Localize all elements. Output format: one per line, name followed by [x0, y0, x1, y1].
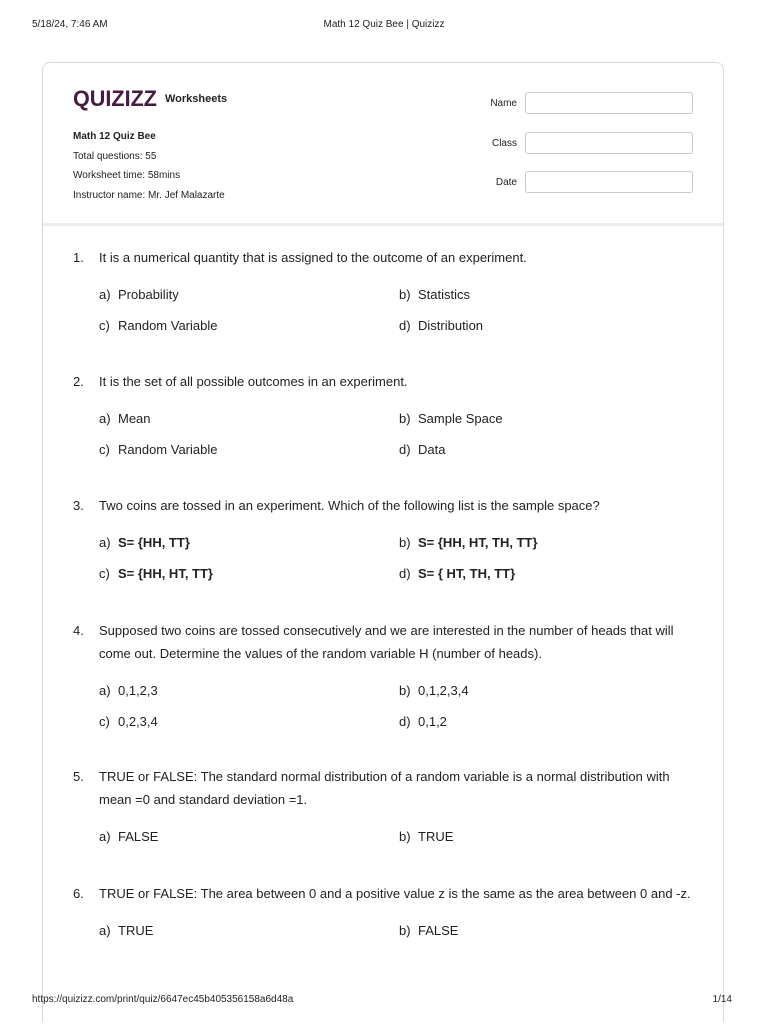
- question-2: [73, 370, 693, 461]
- print-url: https://quizizz.com/print/quiz/6647ec45b405356158a6d48a: [32, 994, 294, 1005]
- option-b[interactable]: b) FALSE: [399, 923, 459, 938]
- question-6: [73, 882, 693, 942]
- question-text: It is a numerical quantity that is assigned to the outcome of an experiment.: [99, 250, 527, 265]
- question-number: 2.: [73, 374, 84, 389]
- question-text: TRUE or FALSE: The standard normal distribution of a random variable is a normal distribution with mean =0 and standard deviation =1.: [99, 769, 670, 807]
- total-questions: Total questions: 55: [73, 150, 157, 162]
- worksheet-header: [43, 63, 723, 226]
- question-number: 5.: [73, 769, 84, 784]
- print-title: Math 12 Quiz Bee | Quizizz: [323, 19, 445, 30]
- quiz-info: [73, 127, 225, 205]
- option-a[interactable]: a) FALSE: [99, 829, 159, 844]
- name-label: Name: [490, 97, 517, 109]
- date-input[interactable]: [525, 171, 693, 193]
- option-d[interactable]: d) 0,1,2: [399, 714, 447, 729]
- option-grid: [99, 283, 693, 337]
- option-a[interactable]: a) Probability: [99, 287, 179, 302]
- instructor-name: Instructor name: Mr. Jef Malazarte: [73, 189, 225, 201]
- logo-text: QUIZIZZ: [73, 86, 157, 111]
- option-d[interactable]: d) Data: [399, 442, 446, 457]
- date-label: Date: [495, 176, 517, 188]
- option-c[interactable]: c) Random Variable: [99, 442, 218, 457]
- option-d[interactable]: d) S= { HT, TH, TT}: [399, 566, 516, 581]
- page-number: 1/14: [712, 994, 732, 1005]
- quiz-title: Math 12 Quiz Bee: [73, 131, 156, 142]
- question-number: 6.: [73, 886, 84, 901]
- option-c[interactable]: c) 0,2,3,4: [99, 714, 158, 729]
- option-b[interactable]: b) S= {HH, HT, TH, TT}: [399, 535, 538, 550]
- question-4: [73, 619, 693, 733]
- option-b[interactable]: b) Statistics: [399, 287, 471, 302]
- quizizz-logo: [73, 85, 227, 111]
- option-grid: [99, 679, 693, 733]
- question-number: 3.: [73, 498, 84, 513]
- option-b[interactable]: b) 0,1,2,3,4: [399, 683, 469, 698]
- print-header: [32, 19, 736, 33]
- option-a[interactable]: a) Mean: [99, 411, 151, 426]
- option-a[interactable]: a) TRUE: [99, 923, 154, 938]
- logo-subtitle: Worksheets: [165, 93, 228, 105]
- option-b[interactable]: b) Sample Space: [399, 411, 503, 426]
- question-5: [73, 765, 693, 848]
- class-field-row: [457, 131, 693, 155]
- class-input[interactable]: [525, 132, 693, 154]
- question-text: It is the set of all possible outcomes in an experiment.: [99, 374, 408, 389]
- date-field-row: [457, 170, 693, 194]
- question-number: 1.: [73, 250, 84, 265]
- print-footer: [32, 994, 736, 1008]
- name-input[interactable]: [525, 92, 693, 114]
- option-grid: [99, 919, 693, 942]
- question-text: Supposed two coins are tossed consecutively and we are interested in the number of heads that will come out. Determine the values of the random variable H (number of heads).: [99, 623, 674, 661]
- name-field-row: [457, 91, 693, 115]
- worksheet-time: Worksheet time: 58mins: [73, 170, 181, 181]
- question-3: [73, 494, 693, 585]
- option-grid: [99, 407, 693, 461]
- option-c[interactable]: c) S= {HH, HT, TT}: [99, 566, 213, 581]
- quizizz-logo-icon: [73, 85, 159, 111]
- option-a[interactable]: a) 0,1,2,3: [99, 683, 158, 698]
- option-a[interactable]: a) S= {HH, TT}: [99, 535, 190, 550]
- question-text: Two coins are tossed in an experiment. Which of the following list is the sample space?: [99, 498, 600, 513]
- option-b[interactable]: b) TRUE: [399, 829, 454, 844]
- question-number: 4.: [73, 623, 84, 638]
- worksheet: [42, 62, 724, 1022]
- option-grid: [99, 825, 693, 848]
- option-c[interactable]: c) Random Variable: [99, 318, 218, 333]
- question-text: TRUE or FALSE: The area between 0 and a positive value z is the same as the area between 0 and -z.: [99, 886, 691, 901]
- option-d[interactable]: d) Distribution: [399, 318, 484, 333]
- class-label: Class: [491, 137, 517, 149]
- print-date: 5/18/24, 7:46 AM: [32, 19, 108, 30]
- option-grid: [99, 531, 693, 585]
- question-1: [73, 246, 693, 337]
